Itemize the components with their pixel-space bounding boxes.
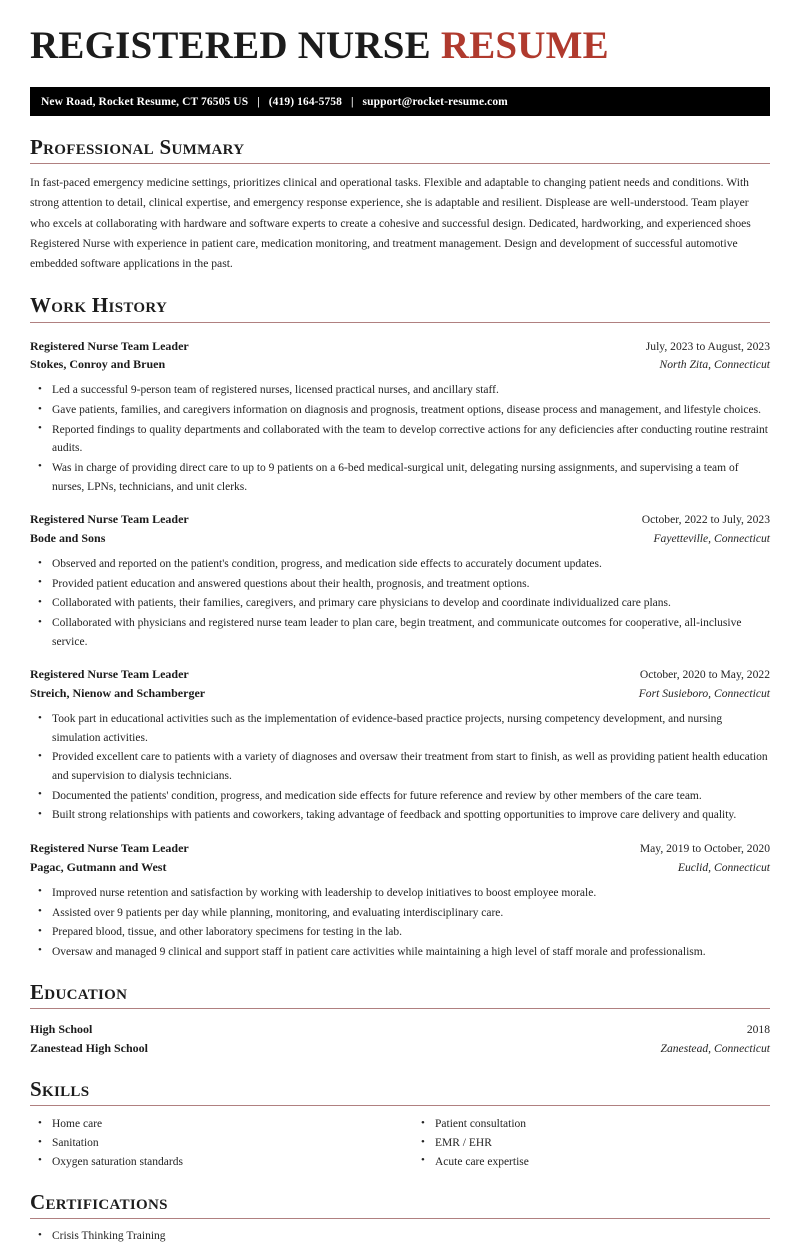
list-item: • Reported findings to quality departments and collaborated with the team to develop corrective actions for any deficiencies after conducting routine restraint audits. [30,421,770,458]
education-year: 2018 [746,1023,770,1037]
work-dates: October, 2022 to July, 2023 [641,513,770,527]
list-item: • Home care [30,1115,400,1134]
skills-list-left [30,1115,400,1171]
education-entry-header [30,1020,770,1039]
list-item: • Improved nurse retention and satisfaction by working with leadership to develop initiatives to boost employee morale. [30,884,770,903]
work-entry [30,839,770,961]
list-item: • Crisis Thinking Training [30,1227,770,1246]
section-heading-work-history: Work History [30,293,168,318]
contact-email[interactable]: support@rocket-resume.com [362,95,508,108]
page-title-accent: RESUME [440,24,609,67]
work-location: North Zita, Connecticut [659,358,770,372]
work-entry [30,510,770,651]
contact-separator-1: | [257,95,260,108]
list-item: • Prepared blood, tissue, and other laboratory specimens for testing in the lab. [30,923,770,942]
work-responsibility-list [30,710,770,825]
work-responsibility-list [30,381,770,496]
education-location: Zanestead, Connecticut [660,1042,770,1056]
list-item: • Provided excellent care to patients with a variety of diagnoses and oversaw their treatment from start to finish, as well as providing patient health education and supervision to dialysis technicians. [30,748,770,785]
section-skills [30,1078,770,1171]
list-item: • Collaborated with patients, their families, caregivers, and primary care physicians to develop and coordinate individualized care plans. [30,594,770,613]
section-heading-certifications: Certifications [30,1190,168,1215]
work-entry-subheader [30,529,770,548]
education-school: Zanestead High School [30,1041,149,1056]
work-entry-header [30,337,770,356]
list-item: • Led a successful 9-person team of registered nurses, licensed practical nurses, and ancillary staff. [30,381,770,400]
certifications-list [30,1227,770,1246]
list-item: • Patient consultation [413,1115,770,1134]
skills-column-right [400,1115,770,1171]
page-title-main: REGISTERED NURSE [30,24,441,67]
section-certifications [30,1191,770,1246]
education-entry [30,1020,770,1058]
work-entry-subheader [30,858,770,877]
work-location: Fayetteville, Connecticut [653,532,770,546]
work-company: Stokes, Conroy and Bruen [30,357,166,372]
section-divider-work-history [30,322,770,323]
list-item: • Sanitation [30,1134,400,1153]
education-entry-subheader [30,1039,770,1058]
list-item: • Gave patients, families, and caregivers information on diagnosis and prognosis, treatment options, disease process and management, and lifestyle choices. [30,401,770,420]
work-job-title: Registered Nurse Team Leader [30,667,189,682]
list-item: • Acute care expertise [413,1153,770,1172]
summary-text: In fast-paced emergency medicine settings, prioritizes clinical and operational tasks. Flexible and adaptable to changing patient needs and conditions. With strong attention to detail, clinical expertise, and emergency response experience, she is adaptable and resilient. Displease are well-understood. Team player who excels at collaborating with hardware and software experts to create a cohesive and successful design. Dedicated, hardworking, and experienced shoes Registered Nurse with experience in patient care, medication monitoring, and treatment management. Design and development of successful automotive embedded software applications in the past. [30,176,751,271]
section-divider-skills [30,1105,770,1106]
list-item: • Observed and reported on the patient's condition, progress, and medication side effects to accurately document updates. [30,555,770,574]
work-entry-subheader [30,355,770,374]
section-divider-education [30,1008,770,1009]
list-item: • Took part in educational activities such as the implementation of evidence-based practice projects, nursing competency development, and nursing simulation activities. [30,710,770,747]
work-entry [30,337,770,497]
work-dates: May, 2019 to October, 2020 [639,841,770,855]
list-item: • Provided patient education and answered questions about their health, prognosis, and treatment options. [30,575,770,594]
section-divider-summary [30,163,770,164]
contact-address: New Road, Rocket Resume, CT 76505 US [41,95,249,108]
section-heading-education: Education [30,980,128,1005]
list-item: • Built strong relationships with patients and coworkers, taking advantage of feedback and spotting opportunities to improve care delivery and quality. [30,806,770,825]
list-item: • Oxygen saturation standards [30,1153,400,1172]
work-entry [30,665,770,825]
work-entry-subheader [30,684,770,703]
work-entry-header [30,510,770,529]
work-dates: October, 2020 to May, 2022 [639,668,770,682]
section-professional-summary [30,136,770,274]
list-item: • Was in charge of providing direct care to up to 9 patients on a 6-bed medical-surgical unit, delegating nursing assignments, and supervising a team of nurses, LPNs, technicians, and unit clerks. [30,459,770,496]
contact-separator-2: | [351,95,354,108]
page-title [30,0,770,65]
contact-phone[interactable]: (419) 164-5758 [268,95,342,108]
contact-bar [30,87,770,116]
list-item: • Assisted over 9 patients per day while planning, monitoring, and evaluating interdisciplinary care. [30,904,770,923]
section-heading-summary: Professional Summary [30,135,245,159]
list-item: • Oversaw and managed 9 clinical and support staff in patient care activities while maintaining a high level of staff morale and professionalism. [30,943,770,962]
skills-list-right [413,1115,770,1171]
list-item: • Collaborated with physicians and registered nurse team leader to plan care, begin treatment, and communicate outcomes for cooperative, all-inclusive service. [30,614,770,651]
work-location: Euclid, Connecticut [677,860,770,874]
section-work-history [30,294,770,961]
work-responsibility-list [30,884,770,962]
work-entry-header [30,665,770,684]
work-company: Bode and Sons [30,531,106,546]
education-degree: High School [30,1022,93,1037]
work-job-title: Registered Nurse Team Leader [30,512,189,527]
section-divider-certifications [30,1218,770,1219]
work-company: Streich, Nienow and Schamberger [30,686,206,701]
work-responsibility-list [30,555,770,651]
list-item: • EMR / EHR [413,1134,770,1153]
work-location: Fort Susieboro, Connecticut [638,687,770,701]
work-job-title: Registered Nurse Team Leader [30,840,189,855]
skills-column-left [30,1115,400,1171]
work-dates: July, 2023 to August, 2023 [645,339,770,353]
work-entry-header [30,839,770,858]
work-job-title: Registered Nurse Team Leader [30,338,189,353]
work-company: Pagac, Gutmann and West [30,859,167,874]
list-item: • Documented the patients' condition, progress, and medication side effects for future reference and review by other members of the care team. [30,787,770,806]
section-education [30,981,770,1058]
section-heading-skills: Skills [30,1077,90,1102]
skills-columns [30,1115,770,1171]
